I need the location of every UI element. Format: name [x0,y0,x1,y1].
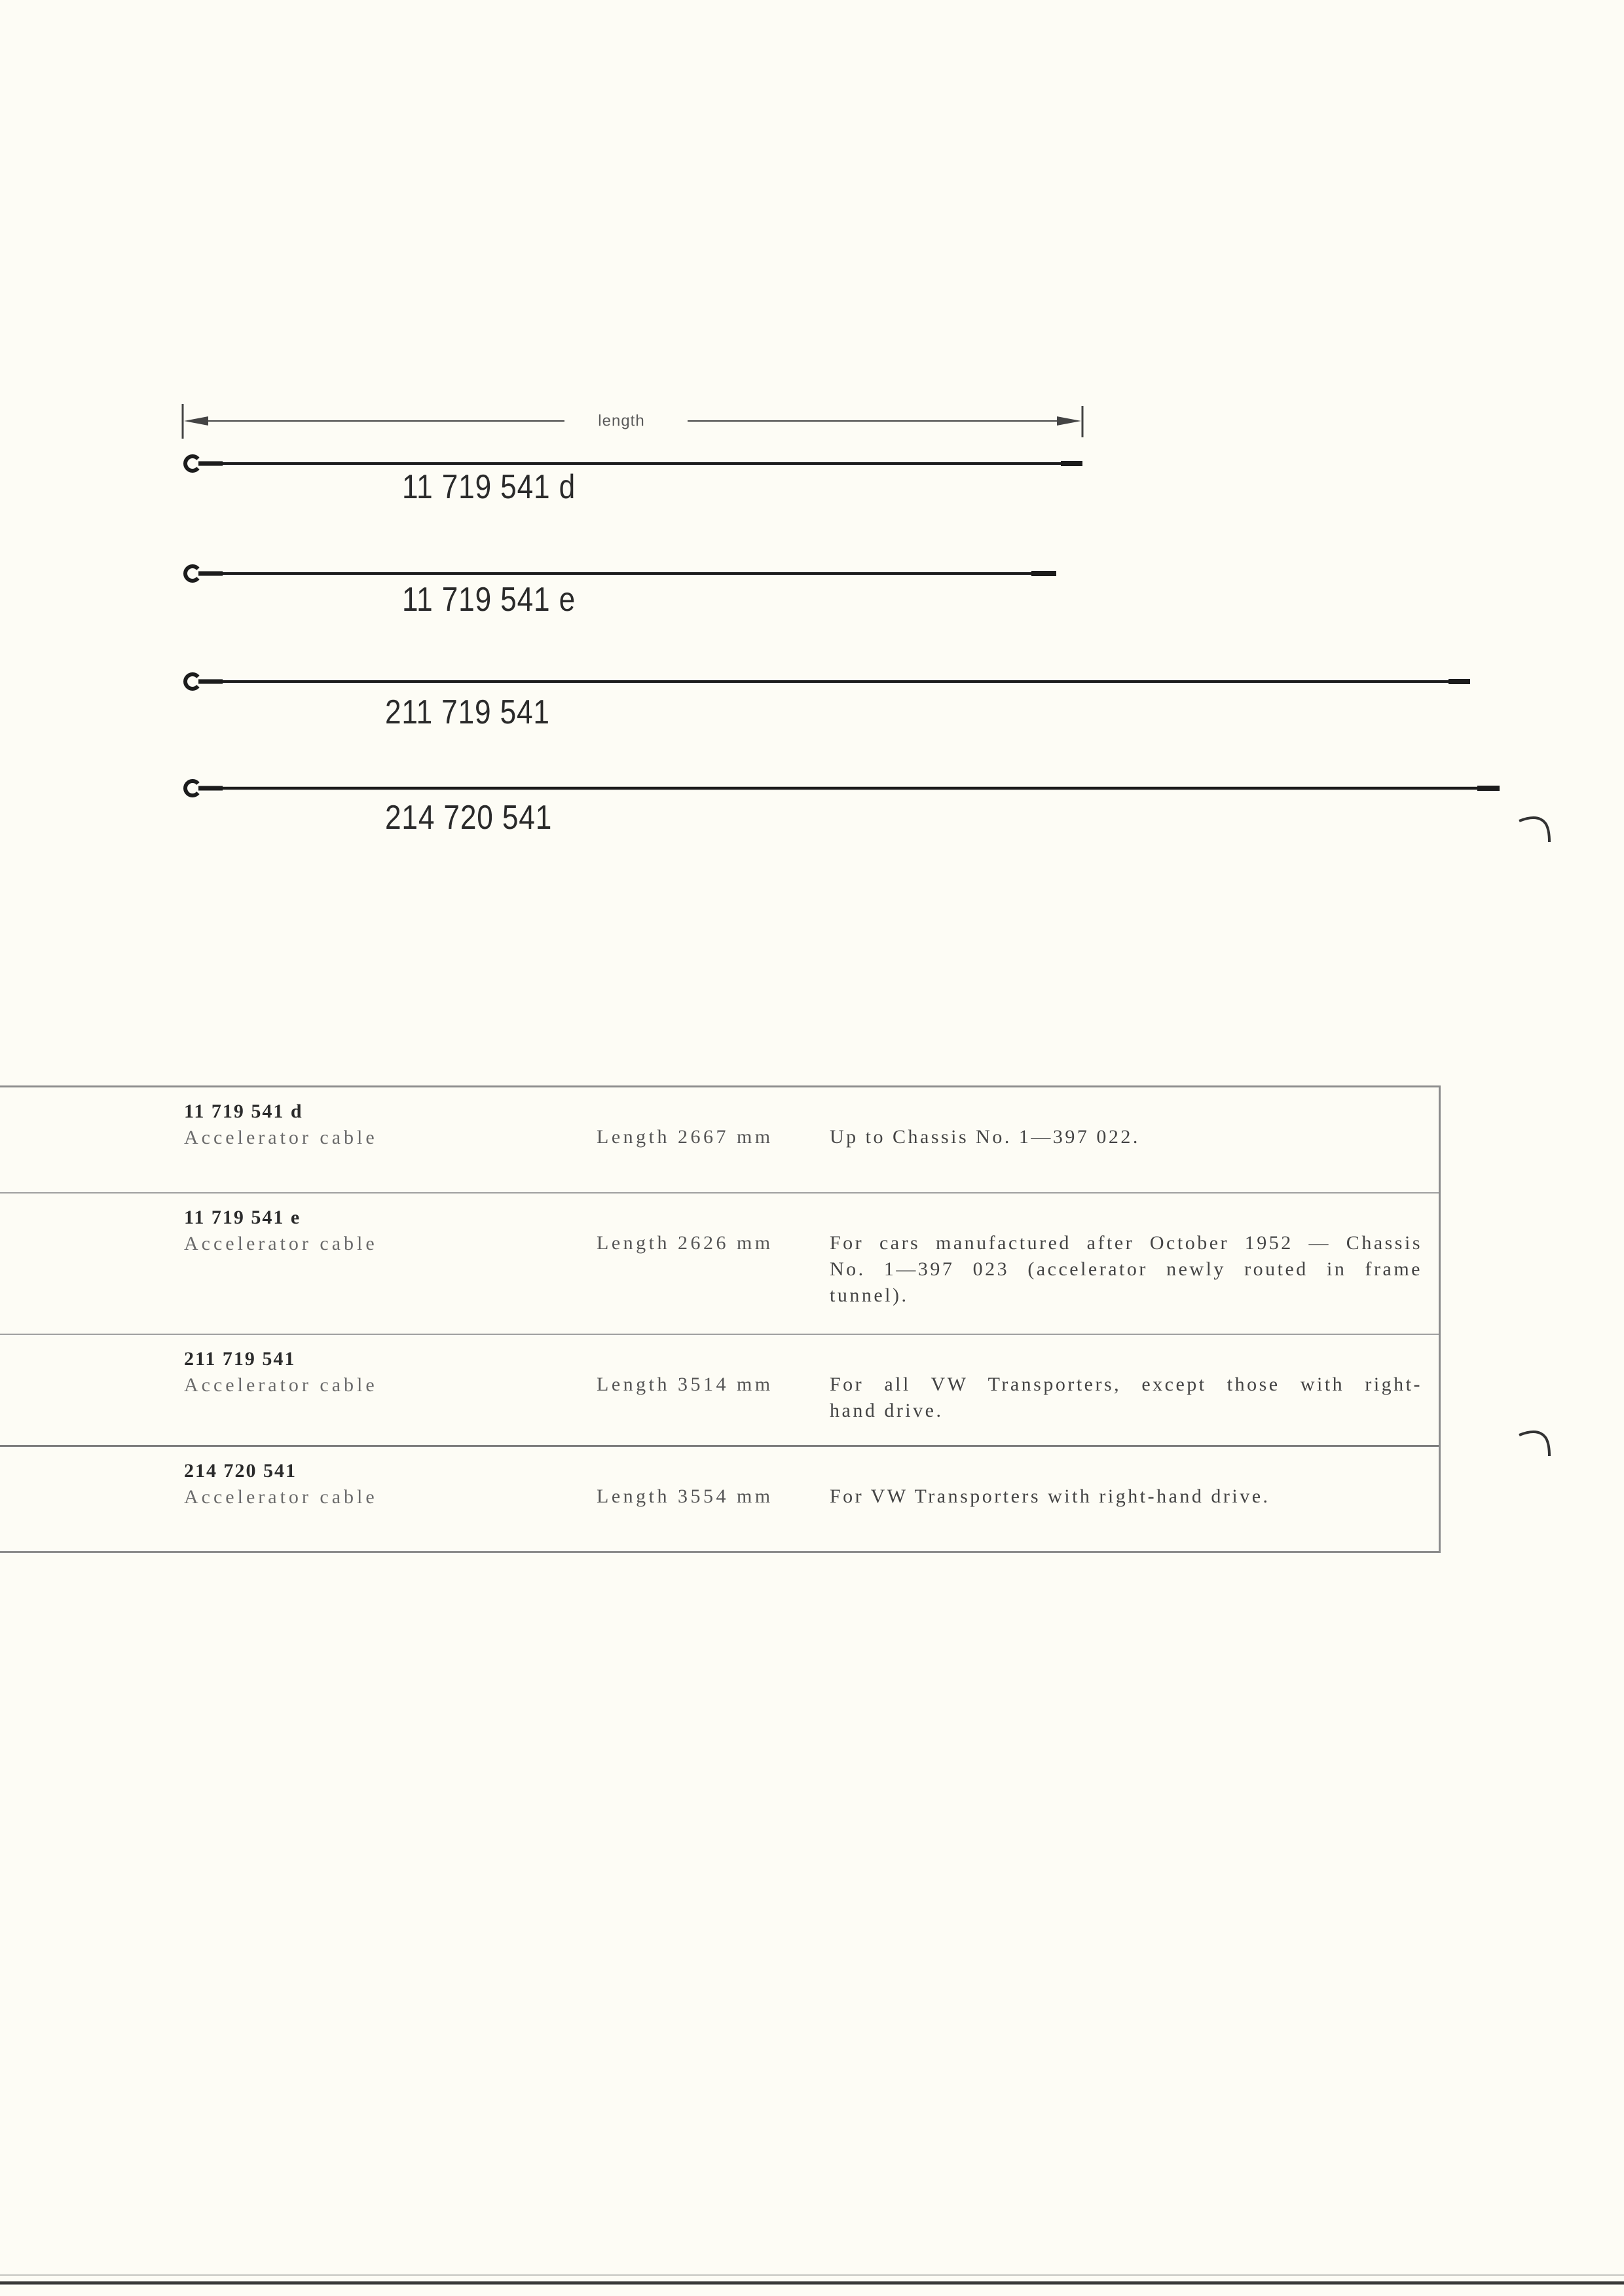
description-line: Up to Chassis No. 1—397 022. [830,1126,1140,1148]
part-name: Accelerator cable [184,1486,378,1508]
cable-eye [185,781,198,795]
description [830,1484,1422,1510]
table-row [0,1087,1439,1192]
punch-hole-mark [1519,1432,1549,1456]
part-name: Accelerator cable [184,1127,378,1148]
cable-length: Length 3514 mm [597,1374,773,1395]
dimension-right-arrowhead [1057,416,1081,426]
cable-length: Length 3554 mm [597,1485,773,1507]
table-row [0,1445,1439,1551]
cable-drawing [185,674,1470,689]
part-number: 11 719 541 e [184,1207,301,1228]
punch-hole-mark [1519,818,1549,842]
dimension-label: length [598,412,645,430]
part-name: Accelerator cable [184,1233,378,1254]
cable-eye [185,456,198,471]
description-line: For cars manufactured after October 1952 — Chassis [830,1232,1422,1254]
cable-part-number-label: 211 719 541 [385,693,550,731]
description [830,1124,1422,1150]
description [830,1372,1422,1424]
description [830,1230,1422,1309]
description-line: For all VW Transporters, except those with right- [830,1374,1422,1395]
parts-table [0,1085,1441,1553]
cable-drawing [185,566,1056,581]
description-line: For VW Transporters with right-hand drive. [830,1485,1270,1507]
part-name: Accelerator cable [184,1374,378,1396]
cable-length: Length 2626 mm [597,1232,773,1254]
part-number: 211 719 541 [184,1348,296,1370]
cable-eye [185,566,198,581]
cable-part-number-label: 214 720 541 [385,799,553,837]
cable-part-number-label: 11 719 541 e [402,581,576,619]
cable-length: Length 2667 mm [597,1126,773,1148]
description-line: hand drive. [830,1400,944,1421]
table-row [0,1192,1439,1334]
cable-eye [185,674,198,689]
cable-drawing [185,781,1500,795]
part-number: 214 720 541 [184,1460,297,1482]
description-line: No. 1—397 023 (accelerator newly routed in frame [830,1258,1422,1280]
description-line: tunnel). [830,1285,909,1306]
cable-part-number-label: 11 719 541 d [402,468,576,506]
table-row [0,1334,1439,1445]
length-dimension [183,404,1082,439]
dimension-left-arrowhead [184,416,208,426]
cable-drawing [185,456,1082,471]
part-number: 11 719 541 d [184,1101,303,1122]
